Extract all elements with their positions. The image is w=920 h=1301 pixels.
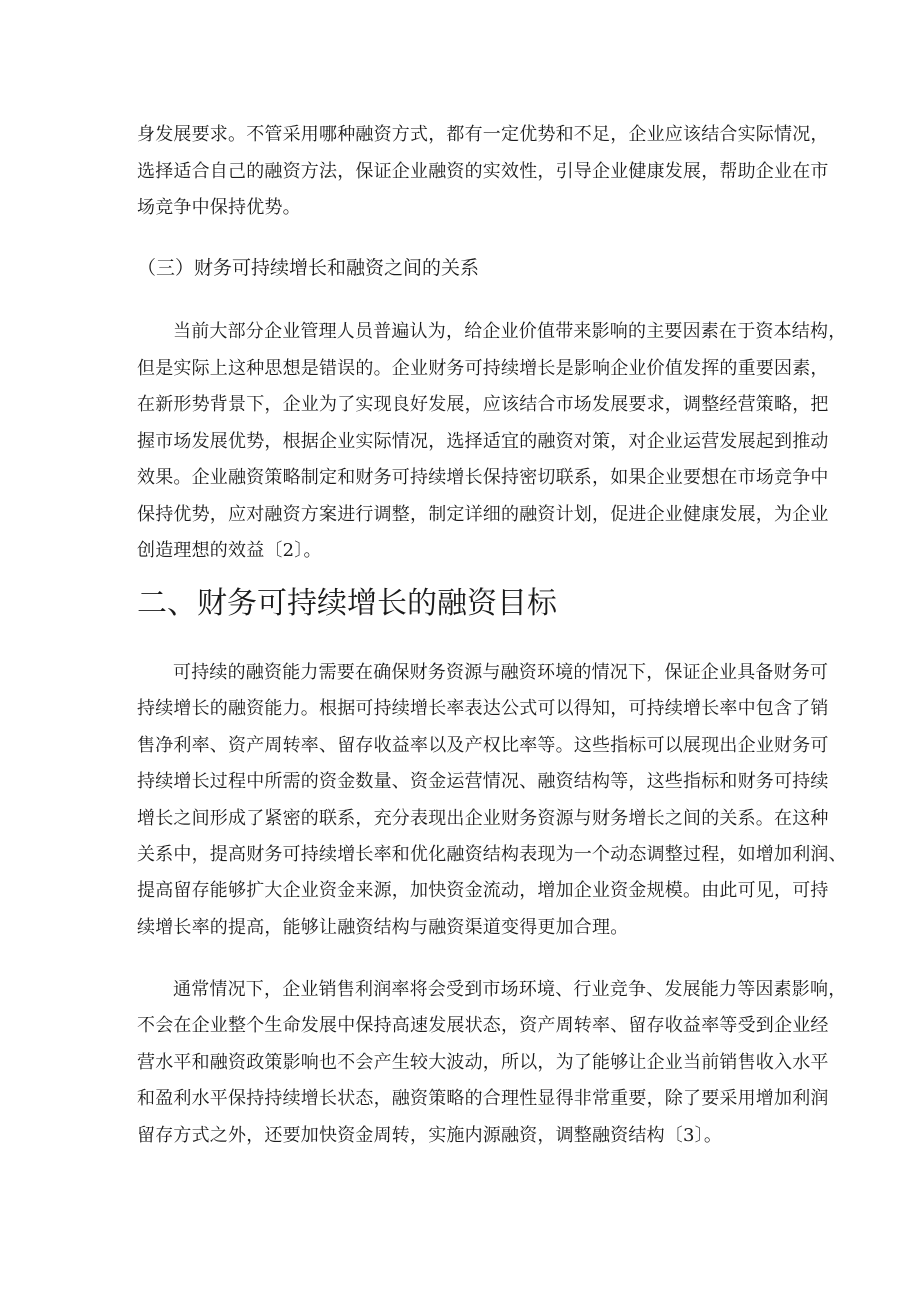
subsection-paragraph-line: 效果。企业融资策略制定和财务可持续增长保持密切联系，如果企业要想在市场竞争中 [137, 467, 829, 488]
intro-paragraph-line: 选择适合自己的融资方法，保证企业融资的实效性，引导企业健康发展，帮助企业在市 [137, 161, 829, 182]
subsection-paragraph-line: 创造理想的效益〔2〕。 [137, 540, 322, 561]
subsection-paragraph-line: 当前大部分企业管理人员普遍认为，给企业价值带来影响的主要因素在于资本结构， [173, 321, 847, 342]
section-paragraph-1-line: 关系中，提高财务可持续增长率和优化融资结构表现为一个动态调整过程，如增加利润、 [137, 844, 847, 865]
section-paragraph-1-line: 增长之间形成了紧密的联系，充分表现出企业财务资源与财务增长之间的关系。在这种 [137, 808, 829, 829]
subsection-paragraph-line: 但是实际上这种思想是错误的。企业财务可持续增长是影响企业价值发挥的重要因素， [137, 358, 829, 379]
section-paragraph-1-line: 提高留存能够扩大企业资金来源，加快资金流动，增加企业资金规模。由此可见，可持 [137, 880, 829, 901]
subsection-heading: （三）财务可持续增长和融资之间的关系 [137, 257, 480, 279]
subsection-paragraph-line: 握市场发展优势，根据企业实际情况，选择适宜的融资对策，对企业运营发展起到推动 [137, 431, 829, 452]
section-paragraph-2-line: 通常情况下，企业销售利润率将会受到市场环境、行业竞争、发展能力等因素影响， [173, 979, 847, 1000]
section-paragraph-1-line: 续增长率的提高，能够让融资结构与融资渠道变得更加合理。 [137, 917, 629, 938]
intro-paragraph-line: 场竞争中保持优势。 [137, 197, 301, 218]
subsection-paragraph-line: 保持优势，应对融资方案进行调整，制定详细的融资计划，促进企业健康发展，为企业 [137, 504, 829, 525]
intro-paragraph-line: 身发展要求。不管采用哪种融资方式，都有一定优势和不足，企业应该结合实际情况， [137, 124, 829, 145]
section-paragraph-2-line: 不会在企业整个生命发展中保持高速发展状态，资产周转率、留存收益率等受到企业经 [137, 1015, 829, 1036]
section-paragraph-1-line: 可持续的融资能力需要在确保财务资源与融资环境的情况下，保证企业具备财务可 [173, 662, 829, 683]
section-heading: 二、财务可持续增长的融资目标 [137, 586, 557, 621]
section-paragraph-1-line: 持续增长过程中所需的资金数量、资金运营情况、融资结构等，这些指标和财务可持续 [137, 771, 829, 792]
subsection-paragraph-line: 在新形势背景下，企业为了实现良好发展，应该结合市场发展要求，调整经营策略，把 [137, 394, 829, 415]
section-paragraph-1-line: 持续增长的融资能力。根据可持续增长率表达公式可以得知，可持续增长率中包含了销 [137, 698, 829, 719]
section-paragraph-1-line: 售净利率、资产周转率、留存收益率以及产权比率等。这些指标可以展现出企业财务可 [137, 735, 829, 756]
section-paragraph-2-line: 营水平和融资政策影响也不会产生较大波动，所以，为了能够让企业当前销售收入水平 [137, 1052, 829, 1073]
section-paragraph-2-line: 和盈利水平保持持续增长状态，融资策略的合理性显得非常重要，除了要采用增加利润 [137, 1088, 829, 1109]
section-paragraph-2-line: 留存方式之外，还要加快资金周转，实施内源融资，调整融资结构〔3〕。 [137, 1125, 723, 1146]
